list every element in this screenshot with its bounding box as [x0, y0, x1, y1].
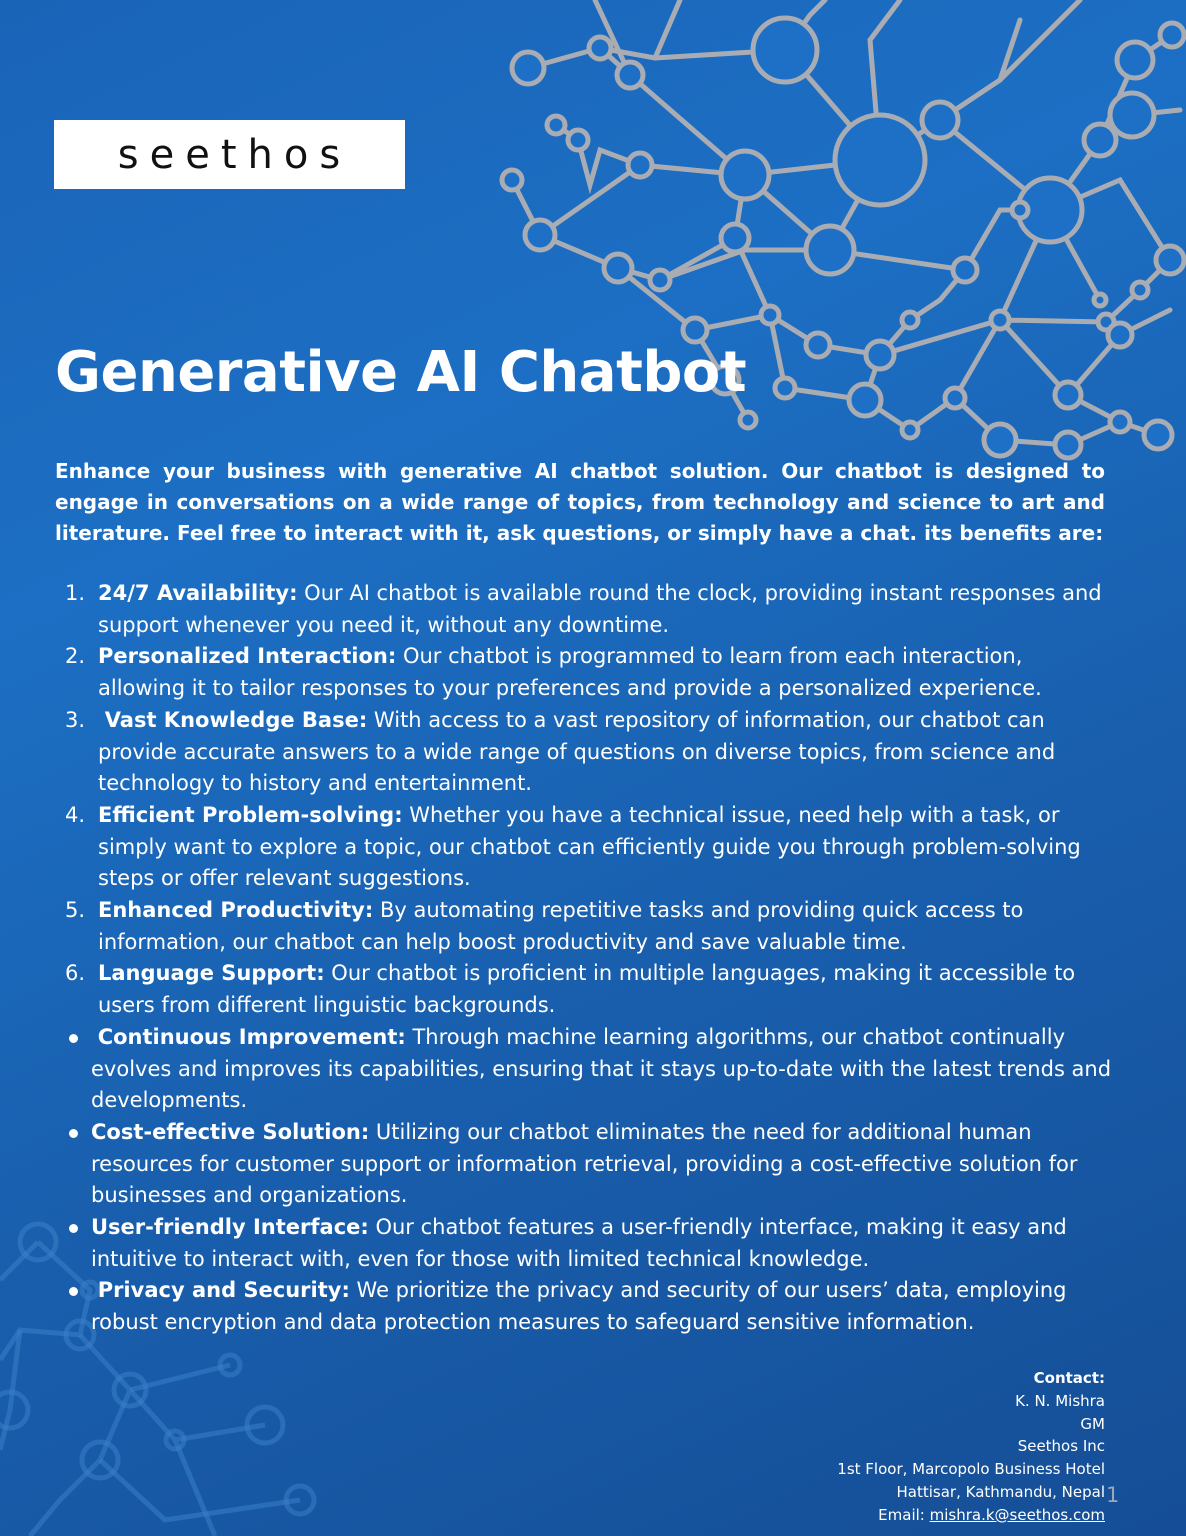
benefits-list [55, 578, 1115, 1339]
benefit-text: Utilizing our chatbot eliminates the need for additional human resources for customer support or information retrieval, providing a cost-effective solution for businesses and organizations. [91, 1119, 1078, 1208]
list-number: 5. [65, 898, 86, 923]
contact-email-row [837, 1504, 1105, 1527]
benefit-title: Vast Knowledge Base: [104, 707, 368, 732]
benefit-text: Our chatbot is programmed to learn from each interaction, allowing it to tailor responses to your preferences and provide a personalized experience. [98, 644, 1042, 701]
list-number: 1. [65, 581, 86, 605]
contact-address-line-2: Hattisar, Kathmandu, Nepal [896, 1482, 1105, 1501]
logo-text: seethos [117, 131, 352, 178]
benefit-item [55, 578, 1115, 641]
contact-role: GM [1080, 1414, 1105, 1433]
benefit-text: Our chatbot is proficient in multiple languages, making it accessible to users from different linguistic backgrounds. [98, 961, 1076, 1018]
contact-company: Seethos Inc [1017, 1437, 1105, 1456]
benefit-title: Privacy and Security: [97, 1278, 350, 1303]
email-link[interactable]: mishra.k@seethos.com [929, 1505, 1105, 1524]
benefit-text: By automating repetitive tasks and providing quick access to information, our chatbot can help boost productivity and save valuable time. [98, 898, 1024, 954]
benefit-title: Language Support: [98, 961, 325, 986]
benefit-item [55, 1275, 1115, 1338]
contact-label: Contact: [1033, 1369, 1105, 1387]
page-number: 1 [1106, 1483, 1120, 1507]
benefit-text: Our chatbot features a user-friendly interface, making it easy and intuitive to interact with, even for those with limited technical knowledge. [91, 1215, 1067, 1271]
benefit-title: Personalized Interaction: [98, 644, 397, 669]
list-number: 6. [65, 961, 86, 986]
benefit-item [55, 1117, 1115, 1212]
benefit-title: 24/7 Availability: [98, 581, 298, 605]
list-number: 2. [65, 644, 86, 669]
benefit-title: Continuous Improvement: [97, 1024, 406, 1049]
contact-name: K. N. Mishra [1015, 1391, 1105, 1410]
benefit-item [55, 895, 1115, 958]
list-number: 4. [65, 802, 86, 827]
seethos-logo [54, 120, 405, 189]
benefit-title: Cost-effective Solution: [91, 1119, 370, 1144]
benefit-item [55, 641, 1115, 704]
contact-block [837, 1367, 1105, 1527]
benefit-item [55, 958, 1115, 1021]
benefit-title: Enhanced Productivity: [98, 898, 374, 923]
benefit-item [55, 800, 1115, 895]
contact-address-line-1: 1st Floor, Marcopolo Business Hotel [837, 1460, 1105, 1479]
benefit-item [55, 1212, 1115, 1275]
benefit-title: User-friendly Interface: [91, 1215, 369, 1240]
benefit-title: Efficient Problem-solving: [98, 802, 403, 827]
page-title: Generative AI Chatbot [55, 340, 747, 405]
email-label: Email: [878, 1505, 930, 1524]
bullet-icon [69, 1129, 78, 1138]
intro-paragraph: Enhance your business with generative AI chatbot solution. Our chatbot is designed to engage in conversations on a wide range of topics, from technology and science to art and literature. Feel free to interact with it, ask questions, or simply have a chat. its benefits are: [55, 459, 1105, 545]
bullet-icon [69, 1034, 78, 1043]
benefit-item [55, 705, 1115, 800]
bullet-icon [69, 1287, 78, 1296]
network-graphic-decoration [480, 0, 1186, 480]
benefit-text: We prioritize the privacy and security of our users’ data, employing robust encryption and data protection measures to safeguard sensitive information. [91, 1278, 1067, 1335]
benefit-text: Through machine learning algorithms, our chatbot continually evolves and improves its capabilities, ensuring that it stays up-to-date with the latest trends and developments. [91, 1024, 1112, 1113]
benefit-text: With access to a vast repository of information, our chatbot can provide accurate answers to a wide range of questions on diverse topics, from science and technology to history and entertainment. [98, 707, 1056, 796]
benefit-text: Our AI chatbot is available round the clock, providing instant responses and support whenever you need it, without any downtime. [98, 581, 1102, 637]
bullet-icon [69, 1224, 78, 1233]
benefit-item [55, 1022, 1115, 1117]
list-number: 3. [65, 707, 86, 732]
benefit-text: Whether you have a technical issue, need help with a task, or simply want to explore a topic, our chatbot can efficiently guide you through problem-solving steps or offer relevant suggestions. [98, 802, 1081, 891]
